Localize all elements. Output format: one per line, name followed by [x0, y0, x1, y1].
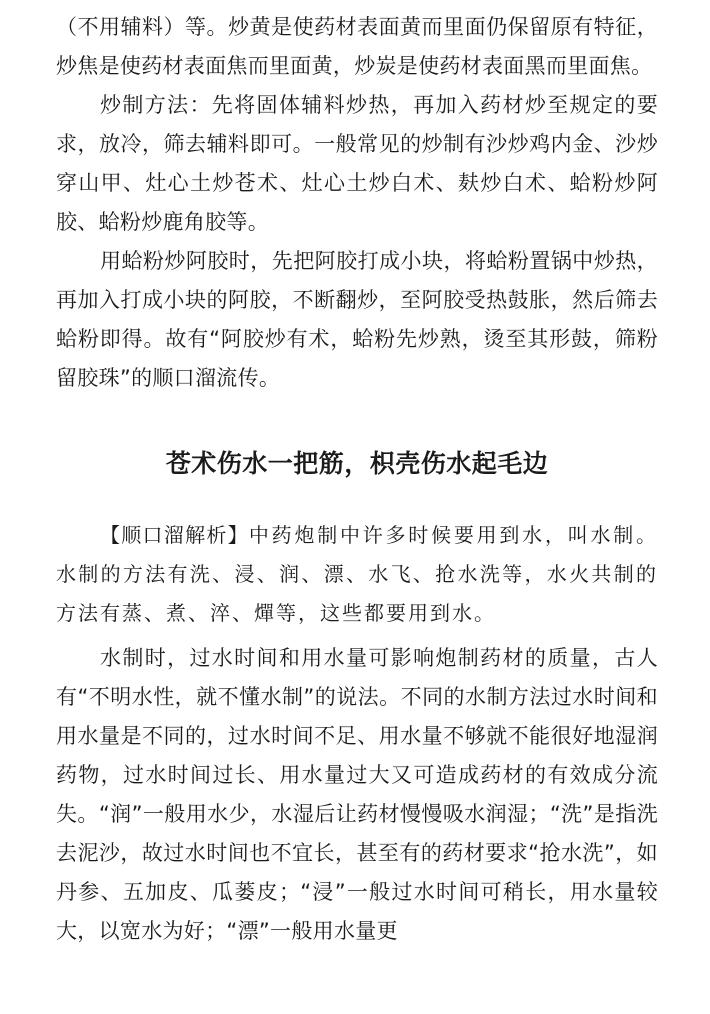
- rhyme-analysis-paragraph: [56, 516, 658, 633]
- document-page: [56, 8, 658, 951]
- body-paragraph-stir-frying-method: 炒制方法：先将固体辅料炒热，再加入药材炒至规定的要求，放冷，筛去辅料即可。一般常见的炒制有沙炒鸡内金、沙炒穿山甲、灶心土炒苍术、灶心土炒白术、麸炒白术、蛤粉炒阿胶、蛤粉炒鹿角胶等。: [56, 93, 658, 234]
- body-paragraph-ejiao-clam-powder: 用蛤粉炒阿胶时，先把阿胶打成小块，将蛤粉置锅中炒热，再加入打成小块的阿胶，不断翻炒，至阿胶受热鼓胀，然后筛去蛤粉即得。故有“阿胶炒有术，蛤粉先炒熟，烫至其形鼓，筛粉留胶珠”的顺口溜流传。: [56, 249, 658, 390]
- body-paragraph-water-processing: 水制时，过水时间和用水量可影响炮制药材的质量，古人有“不明水性，就不懂水制”的说法。不同的水制方法过水时间和用水量是不同的，过水时间不足、用水量不够就不能很好地湿润药物，过水时间过长、用水量过大又可造成药材的有效成分流失。“润”一般用水少，水湿后让药材慢慢吸水润湿；“洗”是指洗去泥沙，故过水时间也不宜长，甚至有的药材要求“抢水洗”，如丹参、五加皮、瓜蒌皮；“浸”一般过水时间可稍长，用水量较大，以宽水为好；“漂”一般用水量更: [56, 646, 658, 943]
- rhyme-analysis-tag: 【顺口溜解析】: [100, 523, 249, 547]
- section-title: 苍术伤水一把筋，枳壳伤水起毛边: [165, 449, 549, 478]
- body-paragraph-continued: （不用辅料）等。炒黄是使药材表面黄而里面仍保留原有特征，炒焦是使药材表面焦而里面黄，炒炭是使药材表面黑而里面焦。: [56, 15, 658, 78]
- rhyme-analysis-text: 中药炮制中许多时候要用到水，叫水制。水制的方法有洗、浸、润、漂、水飞、抢水洗等，水火共制的方法有蒸、煮、淬、燀等，这些都要用到水。: [56, 523, 659, 625]
